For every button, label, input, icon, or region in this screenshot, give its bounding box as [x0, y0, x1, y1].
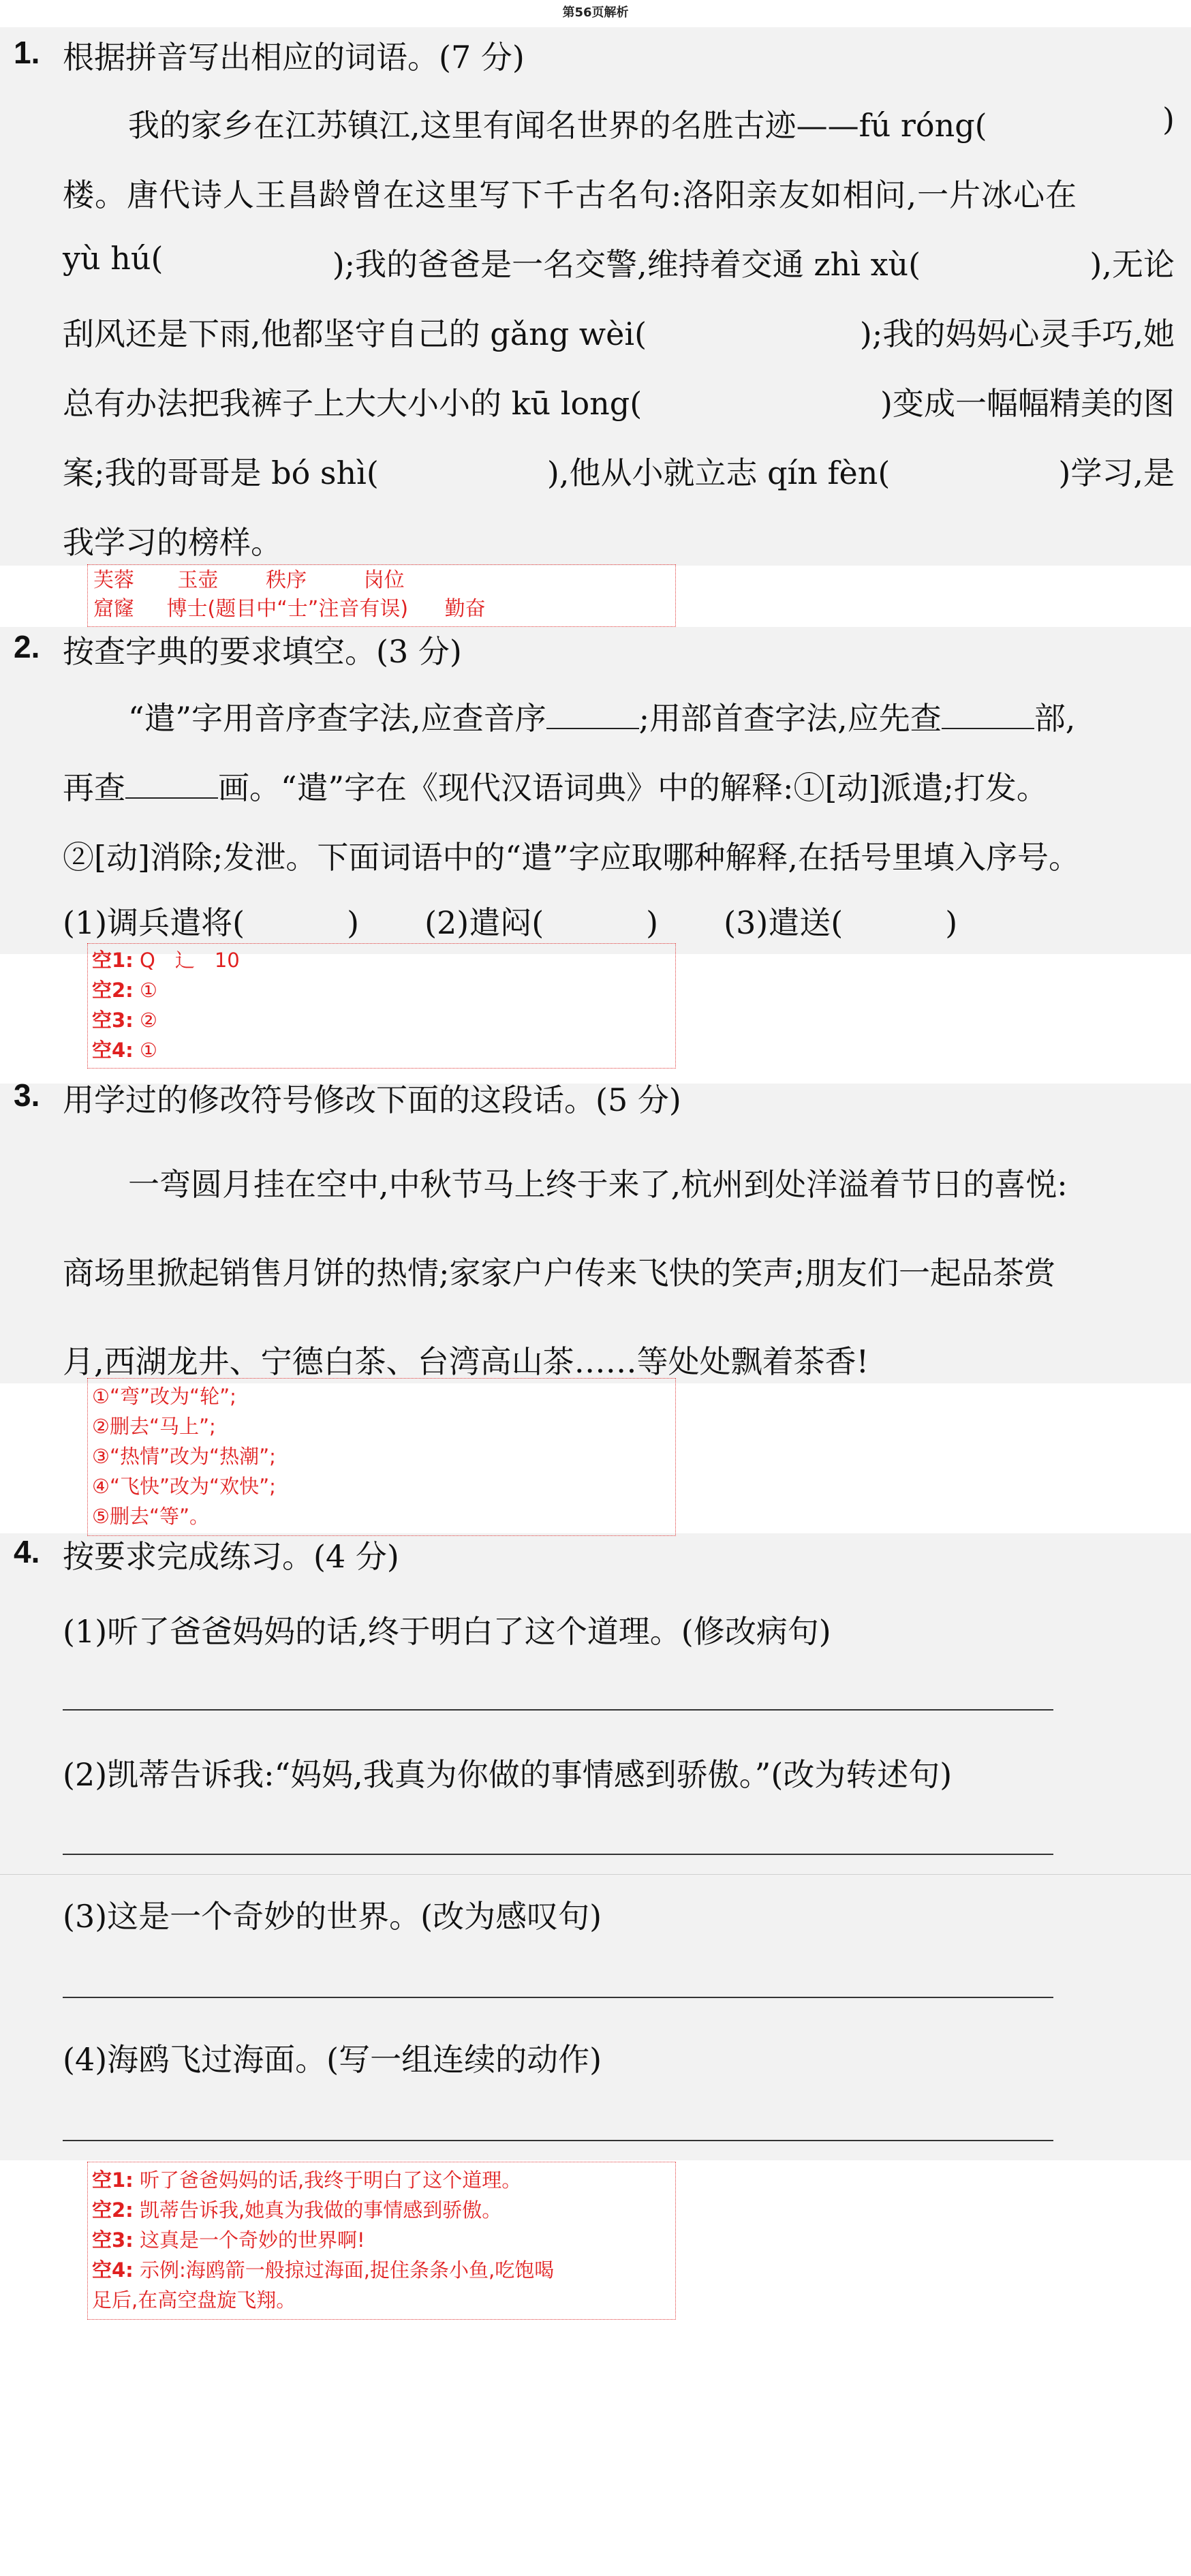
- answer-write-line[interactable]: [63, 1854, 1053, 1855]
- q4-item-4: (4)海鸥飞过海面。(写一组连续的动作): [63, 2041, 602, 2078]
- answer-row: ②删去“马上”;: [92, 1415, 216, 1438]
- question-number-3: 3.: [14, 1077, 40, 1113]
- q3-line-2: 商场里掀起销售月饼的热情;家家户户传来飞快的笑声;朋友们一起品茶赏: [63, 1255, 1055, 1291]
- answer-write-line[interactable]: [63, 2140, 1053, 2141]
- q1-line-1: 我的家乡在江苏镇江,这里有闻名世界的名胜古迹——fú róng( ): [128, 101, 1175, 144]
- page-header: 第56页解析: [562, 5, 629, 20]
- q3-line-1: 一弯圆月挂在空中,中秋节马上终于来了,杭州到处洋溢着节日的喜悦:: [128, 1166, 1068, 1203]
- answer-row: 芙蓉 玉壶 秩序 岗位: [93, 568, 405, 592]
- q2-items: (1)调兵遣将( ) (2)遣闷( ) (3)遣送( ): [63, 904, 958, 941]
- answer-row: 足后,在高空盘旋飞翔。: [92, 2288, 296, 2312]
- answer-row: ④“飞快”改为“欢快”;: [92, 1475, 276, 1498]
- question-number-4: 4.: [14, 1534, 40, 1569]
- question-title-4: 按要求完成练习。(4 分): [63, 1538, 399, 1575]
- answer-row: 空4: ①: [92, 1039, 157, 1062]
- answer-write-line[interactable]: [63, 1997, 1053, 1998]
- answer-row: 窟窿 博士(题目中“士”注音有误) 勤奋: [93, 597, 486, 621]
- scan-seam: [0, 1874, 1191, 1875]
- q2-line-2: 再查 画。“遣”字在《现代汉语词典》中的解释:①[动]派遣;打发。: [63, 769, 1048, 806]
- q2-line-3: ②[动]消除;发泄。下面词语中的“遣”字应取哪种解释,在括号里填入序号。: [63, 839, 1081, 876]
- question-title-3: 用学过的修改符号修改下面的这段话。(5 分): [63, 1082, 681, 1118]
- q4-item-2: (2)凯蒂告诉我:“妈妈,我真为你做的事情感到骄傲。”(改为转述句): [63, 1756, 953, 1793]
- q1-line-5: 总有办法把我裤子上大大小小的 kū long( )变成一幅幅精美的图: [63, 385, 1175, 422]
- answer-row: 空4: 示例:海鸥箭一般掠过海面,捉住条条小鱼,吃饱喝: [92, 2258, 555, 2282]
- answer-box-q4: [87, 2162, 676, 2320]
- answer-box-q2: [87, 943, 676, 1069]
- q4-item-1: (1)听了爸爸妈妈的话,终于明白了这个道理。(修改病句): [63, 1613, 831, 1650]
- answer-row: 空1: Q ⻌ 10: [92, 949, 240, 972]
- q1-line-7: 我学习的榜样。: [63, 524, 282, 561]
- q4-item-3: (3)这是一个奇妙的世界。(改为感叹句): [63, 1898, 602, 1935]
- fill-blank[interactable]: [125, 771, 218, 799]
- answer-row: 空2: ①: [92, 979, 157, 1002]
- answer-box-q1: [87, 564, 676, 627]
- answer-row: 空3: ②: [92, 1009, 157, 1032]
- fill-blank[interactable]: [546, 702, 639, 729]
- answer-row: ③“热情”改为“热潮”;: [92, 1445, 276, 1468]
- q3-line-3: 月,西湖龙井、宁德白茶、台湾高山茶……等处处飘着茶香!: [63, 1343, 869, 1380]
- question-number-2: 2.: [14, 629, 40, 664]
- answer-row: 空2: 凯蒂告诉我,她真为我做的事情感到骄傲。: [92, 2198, 502, 2222]
- answer-write-line[interactable]: [63, 1709, 1053, 1711]
- q1-line-3: yù hú( );我的爸爸是一名交警,维持着交通 zhì xù( ),无论: [63, 240, 1175, 283]
- answer-box-q3: [87, 1378, 676, 1536]
- q1-line-6: 案;我的哥哥是 bó shì( ),他从小就立志 qín fèn( )学习,是: [63, 455, 1175, 491]
- q1-line-4: 刮风还是下雨,他都坚守自己的 gǎng wèi( );我的妈妈心灵手巧,她: [63, 316, 1175, 352]
- q1-line-2: 楼。唐代诗人王昌龄曾在这里写下千古名句:洛阳亲友如相问,一片冰心在: [63, 177, 1078, 213]
- question-number-1: 1.: [14, 35, 40, 70]
- answer-row: 空1: 听了爸爸妈妈的话,我终于明白了这个道理。: [92, 2168, 522, 2192]
- q2-line-1: “遣”字用音序查字法,应查音序 ;用部首查字法,应先查 部,: [128, 700, 1076, 737]
- answer-row: ⑤删去“等”。: [92, 1505, 210, 1528]
- question-title-2: 按查字典的要求填空。(3 分): [63, 633, 462, 670]
- fill-blank[interactable]: [942, 702, 1034, 729]
- answer-row: 空3: 这真是一个奇妙的世界啊!: [92, 2228, 365, 2252]
- question-title-1: 根据拼音写出相应的词语。(7 分): [63, 39, 525, 76]
- answer-row: ①“弯”改为“轮”;: [92, 1385, 236, 1408]
